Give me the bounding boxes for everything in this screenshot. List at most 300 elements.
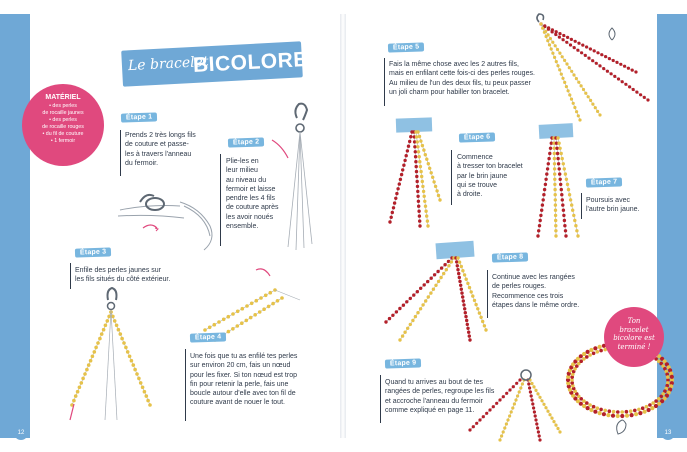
bead <box>567 188 570 191</box>
bead <box>548 152 551 155</box>
step6-tag: Étape 6 <box>459 132 496 142</box>
bead <box>562 162 565 165</box>
bead <box>433 273 436 276</box>
bead <box>402 164 405 167</box>
bead <box>416 195 419 198</box>
bead <box>558 430 561 433</box>
bead <box>447 264 450 267</box>
bead <box>437 280 440 283</box>
bead <box>530 398 533 401</box>
bead <box>421 185 424 188</box>
bead <box>78 386 82 390</box>
bead <box>519 386 522 389</box>
bead <box>576 49 579 52</box>
bead <box>544 178 547 181</box>
bead <box>558 68 561 71</box>
bead <box>561 203 564 206</box>
bead <box>638 411 642 415</box>
bead <box>616 410 620 414</box>
bead <box>396 187 399 190</box>
bead <box>533 410 536 413</box>
step3-tag: Étape 3 <box>75 247 112 257</box>
bead <box>419 287 422 290</box>
bead <box>588 403 592 407</box>
bead <box>502 430 505 433</box>
bead <box>570 98 573 101</box>
bead <box>570 38 573 41</box>
bead <box>89 359 93 363</box>
bead <box>414 150 417 153</box>
bead <box>72 399 76 403</box>
bead <box>546 39 549 42</box>
bead <box>425 214 428 217</box>
bead <box>500 434 503 437</box>
bead <box>556 152 559 155</box>
bead <box>554 44 557 47</box>
bead <box>546 167 549 170</box>
bead <box>460 288 463 291</box>
bead <box>464 311 467 314</box>
step8-rule <box>487 270 488 318</box>
bead <box>569 43 572 46</box>
bead <box>553 172 556 175</box>
bead <box>631 69 634 72</box>
bead <box>100 332 104 336</box>
step4-rule <box>185 349 186 421</box>
bead <box>570 203 573 206</box>
bead <box>555 147 558 150</box>
bead <box>415 175 418 178</box>
bead <box>415 135 418 138</box>
bead <box>589 99 592 102</box>
bead <box>654 404 658 408</box>
bead <box>548 43 551 46</box>
bead <box>575 110 578 113</box>
bead <box>514 398 517 401</box>
bead <box>538 396 541 399</box>
bead <box>464 315 467 318</box>
bead <box>554 424 557 427</box>
bead <box>427 295 430 298</box>
bead <box>416 290 419 293</box>
materiel-item: • des perles <box>49 117 77 123</box>
bead <box>553 183 556 186</box>
bead <box>398 307 401 310</box>
bead <box>135 372 139 376</box>
bead <box>643 410 647 414</box>
bead <box>468 338 471 341</box>
bead <box>424 210 427 213</box>
title-main: BICOLORE <box>192 48 309 77</box>
bead <box>591 103 594 106</box>
bead <box>534 418 537 421</box>
bead <box>508 388 511 391</box>
bead <box>577 81 580 84</box>
bead <box>87 363 91 367</box>
bead <box>572 214 575 217</box>
bead <box>418 214 421 217</box>
bead <box>600 53 603 56</box>
bead <box>541 27 544 30</box>
bead <box>462 303 465 306</box>
bead <box>512 385 515 388</box>
bead <box>596 110 599 113</box>
bead <box>557 142 560 145</box>
bead <box>554 33 557 36</box>
bead <box>530 382 533 385</box>
bead <box>563 219 566 222</box>
bead <box>531 402 534 405</box>
bead <box>615 61 618 64</box>
bead <box>479 316 482 319</box>
bead <box>568 66 571 69</box>
bead <box>395 310 398 313</box>
bead <box>558 147 561 150</box>
bead <box>558 32 561 35</box>
bead <box>562 38 565 41</box>
bead <box>430 277 433 280</box>
bead <box>670 375 674 379</box>
bead <box>456 256 459 259</box>
bead <box>589 47 592 50</box>
bead <box>539 219 542 222</box>
bead <box>262 307 266 311</box>
bead <box>406 149 409 152</box>
bead <box>409 323 412 326</box>
bead <box>650 406 654 410</box>
bead <box>578 118 581 121</box>
bead <box>553 162 556 165</box>
bead <box>467 331 470 334</box>
bead <box>445 268 448 271</box>
bead <box>565 178 568 181</box>
bead <box>586 350 590 354</box>
bead <box>544 406 547 409</box>
bead <box>466 323 469 326</box>
bead <box>388 317 391 320</box>
bead <box>593 49 596 52</box>
bead <box>552 420 555 423</box>
bead <box>606 70 609 73</box>
bead <box>393 201 396 204</box>
bead <box>447 260 450 263</box>
bead <box>415 165 418 168</box>
bead <box>466 327 469 330</box>
bead <box>556 48 559 51</box>
bead <box>139 381 143 385</box>
bead <box>460 291 463 294</box>
bead <box>560 73 563 76</box>
bead <box>558 167 561 170</box>
bead <box>468 286 471 289</box>
materiel-item: de rocaille jaunes <box>42 110 84 116</box>
bead <box>432 288 435 291</box>
bead <box>577 114 580 117</box>
bead <box>573 106 576 109</box>
bead <box>505 392 508 395</box>
step9-tag: Étape 9 <box>385 358 422 368</box>
bead <box>130 359 134 363</box>
bead <box>482 415 485 418</box>
bead <box>566 36 569 39</box>
bead <box>602 412 606 416</box>
bead <box>548 413 551 416</box>
bead <box>543 31 546 34</box>
bead <box>241 307 245 311</box>
bead <box>528 386 531 389</box>
bead <box>426 219 429 222</box>
bead <box>401 334 404 337</box>
bead <box>534 389 537 392</box>
bead <box>416 180 419 183</box>
bead <box>104 324 108 328</box>
bead <box>556 64 559 67</box>
bead <box>476 307 479 310</box>
bead <box>568 193 571 196</box>
bead <box>463 273 466 276</box>
bead <box>544 183 547 186</box>
bead <box>587 95 590 98</box>
bead <box>405 300 408 303</box>
bead <box>412 293 415 296</box>
bead <box>595 62 598 65</box>
bead <box>594 106 597 109</box>
bead <box>617 77 620 80</box>
bead <box>545 172 548 175</box>
bead <box>98 337 102 341</box>
bead <box>629 409 633 413</box>
bead <box>559 178 562 181</box>
bead <box>431 176 434 179</box>
bead <box>559 183 562 186</box>
bead <box>415 170 418 173</box>
bead <box>573 219 576 222</box>
bead <box>413 145 416 148</box>
bead <box>563 81 566 84</box>
bead <box>558 36 561 39</box>
bead <box>122 341 126 345</box>
bead <box>532 385 535 388</box>
bead <box>612 59 615 62</box>
bead <box>538 438 541 441</box>
bead <box>538 434 541 437</box>
bead <box>634 412 638 416</box>
bead <box>570 70 573 73</box>
bead <box>563 59 566 62</box>
bead <box>203 328 207 332</box>
bead <box>401 168 404 171</box>
bead <box>577 42 580 45</box>
bead <box>426 280 429 283</box>
bead <box>466 282 469 285</box>
bead <box>430 171 433 174</box>
bead <box>427 162 430 165</box>
bead <box>456 268 459 271</box>
bead <box>96 341 100 345</box>
bead <box>637 408 641 412</box>
bead <box>422 148 425 151</box>
bead <box>613 75 616 78</box>
bead <box>558 172 561 175</box>
bead <box>94 346 98 350</box>
bead <box>574 40 577 43</box>
bead <box>474 303 477 306</box>
bead <box>586 406 590 410</box>
bead <box>560 152 563 155</box>
step2-rule <box>220 154 221 246</box>
bead <box>115 324 119 328</box>
bead <box>74 394 78 398</box>
bead <box>511 406 514 409</box>
bead <box>556 157 559 160</box>
bead <box>543 188 546 191</box>
bead <box>554 193 557 196</box>
bead <box>553 157 556 160</box>
bead <box>518 378 521 381</box>
bead <box>566 183 569 186</box>
bead <box>146 399 150 403</box>
bead <box>418 155 421 158</box>
bead <box>584 92 587 95</box>
bead <box>603 409 607 413</box>
bead <box>76 390 80 394</box>
bead <box>554 219 557 222</box>
bead <box>416 140 419 143</box>
bead <box>547 26 550 29</box>
bead <box>271 302 275 306</box>
bead <box>145 394 149 398</box>
step6-braid-illustration <box>388 117 441 227</box>
step5-rule <box>384 58 385 106</box>
bead <box>391 211 394 214</box>
step4-tag: Étape 4 <box>190 332 227 342</box>
bead <box>102 328 106 332</box>
bead <box>455 260 458 263</box>
bead <box>498 438 501 441</box>
bead <box>418 219 421 222</box>
bead <box>535 422 538 425</box>
bead <box>545 35 548 38</box>
bead <box>534 414 537 417</box>
bead <box>598 411 602 415</box>
bead <box>416 185 419 188</box>
bead <box>562 209 565 212</box>
bead <box>576 234 579 237</box>
step3-text: Enfile des perles jaunes sur les fils situés du côté extérieur. <box>75 267 171 284</box>
bead <box>506 418 509 421</box>
title-script: Le bracelet <box>127 53 209 75</box>
bead <box>554 214 557 217</box>
bead <box>587 57 590 60</box>
bead <box>436 270 439 273</box>
bead <box>628 85 631 88</box>
step7-rule <box>581 193 582 219</box>
bead <box>417 210 420 213</box>
step7-text: Poursuis avec l'autre brin jaune. <box>586 197 640 214</box>
materiel-item: de rocaille rouges <box>42 124 84 130</box>
bead <box>580 84 583 87</box>
bead <box>596 350 600 354</box>
bead <box>462 299 465 302</box>
step7-tag: Étape 7 <box>586 177 623 187</box>
bead <box>420 175 423 178</box>
bead <box>417 205 420 208</box>
bead <box>550 417 553 420</box>
bead <box>498 398 501 401</box>
page-number-left: 12 <box>14 426 28 440</box>
bead <box>625 410 629 414</box>
bead <box>502 395 505 398</box>
bead <box>280 296 284 300</box>
bead <box>408 140 411 143</box>
bead <box>593 346 597 350</box>
bead <box>227 330 231 334</box>
bead <box>560 188 563 191</box>
bead <box>647 408 651 412</box>
bead <box>621 80 624 83</box>
bead <box>390 216 393 219</box>
bead <box>411 319 414 322</box>
bead <box>582 352 586 356</box>
bead <box>450 260 453 263</box>
bead <box>554 229 557 232</box>
bead <box>592 352 596 356</box>
bead <box>440 266 443 269</box>
bead <box>416 130 419 133</box>
bead <box>259 296 263 300</box>
bead <box>419 165 422 168</box>
bead <box>384 320 387 323</box>
bead <box>616 414 620 418</box>
bead <box>414 315 417 318</box>
bead <box>113 319 117 323</box>
bead <box>527 382 530 385</box>
bead <box>553 56 556 59</box>
bead <box>630 413 634 417</box>
bead <box>620 414 624 418</box>
bead <box>254 299 258 303</box>
bead <box>606 413 610 417</box>
bead <box>119 332 123 336</box>
bead <box>602 67 605 70</box>
bead <box>593 410 597 414</box>
bead <box>414 160 417 163</box>
bead <box>598 64 601 67</box>
bead <box>213 323 217 327</box>
bead <box>536 392 539 395</box>
bead <box>513 402 516 405</box>
step9-text: Quand tu arrives au bout de tes rangées de perles, regroupe les fils et accroche l'anneau du fermoir comme expliqué en page 11. <box>385 379 495 414</box>
bead <box>521 382 524 385</box>
bead <box>91 355 95 359</box>
bead <box>429 291 432 294</box>
bead <box>575 77 578 80</box>
bead <box>419 307 422 310</box>
step5-text: Fais la même chose avec les 2 autres fils, mais en enfilant cette fois-ci des perles rouges. Au milieu de l'un des deux fils, tu peux passer un joli charm pour habiller ton bracelet. <box>389 61 535 96</box>
bead <box>553 152 556 155</box>
bead <box>565 85 568 88</box>
bead <box>598 113 601 116</box>
bead <box>510 410 513 413</box>
bead <box>599 349 603 353</box>
bead <box>461 269 464 272</box>
bead <box>208 326 212 330</box>
bead <box>620 410 624 414</box>
bead <box>126 350 130 354</box>
step5-strands-illustration <box>537 14 650 122</box>
bead <box>571 209 574 212</box>
step2-tag: Étape 2 <box>228 137 265 147</box>
